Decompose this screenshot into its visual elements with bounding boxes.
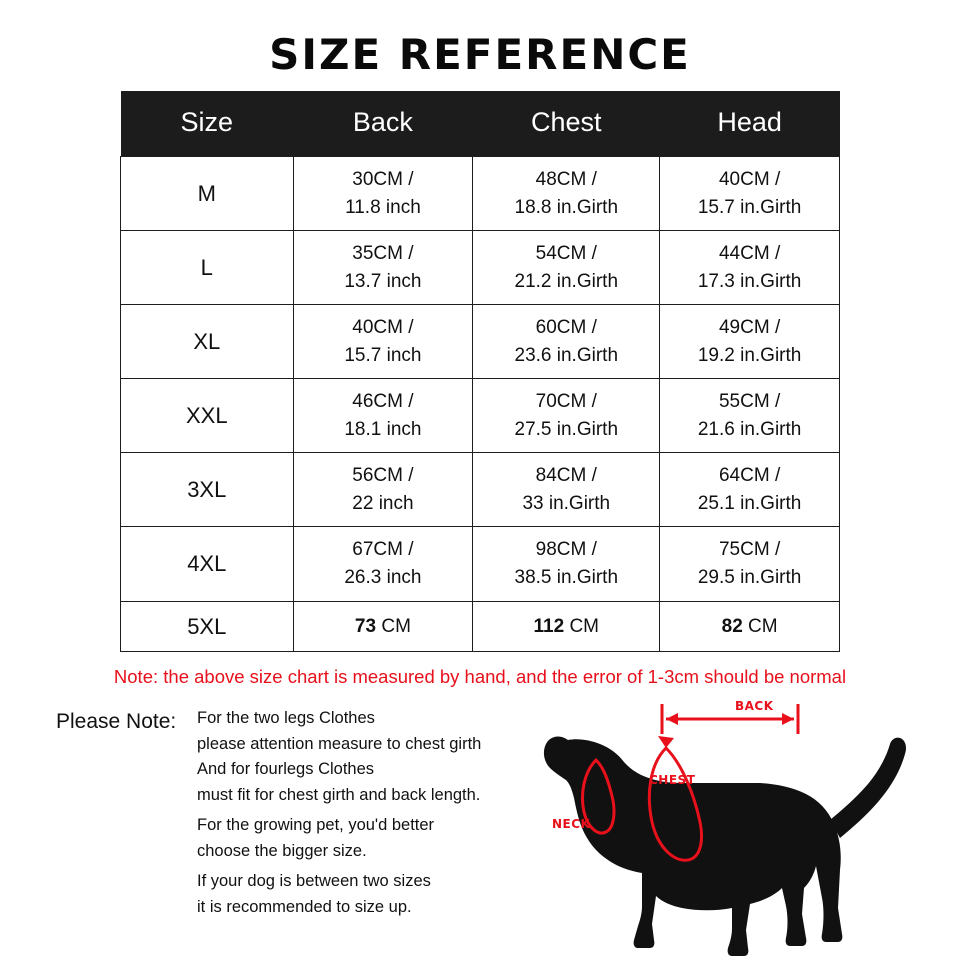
column-header-head: Head: [660, 91, 840, 157]
cell-back-line1: 35CM /: [352, 243, 414, 265]
column-header-chest: Chest: [473, 91, 660, 157]
cell-chest: [473, 157, 660, 231]
label-neck: NECK: [552, 817, 591, 832]
cell-chest: [473, 527, 660, 601]
cell-chest-line1: 48CM /: [535, 169, 597, 190]
cell-size: 4XL: [121, 527, 294, 601]
page-title: SIZE REFERENCE: [269, 30, 691, 79]
cell-chest-line1: 98CM /: [535, 539, 597, 561]
cell-head-line1: 55CM /: [718, 391, 781, 413]
cell-chest-line1: 54CM /: [535, 243, 597, 265]
table-row: [121, 231, 840, 305]
cell-head-line2: 19.2 in.Girth: [697, 344, 802, 366]
table-row: [121, 305, 840, 379]
note-item: For the two legs Clothes: [197, 709, 375, 728]
table-header: [121, 91, 840, 157]
cell-chest: [473, 305, 660, 379]
table-header-row: [121, 91, 840, 157]
notes-and-diagram-section: [0, 699, 960, 960]
cell-chest: [473, 453, 660, 527]
cell-head-line2: 15.7 in.Girth: [697, 196, 802, 218]
cell-head-line2: 29.5 in.Girth: [697, 567, 802, 589]
cell-size: XXL: [121, 379, 294, 453]
note-item: it is recommended to size up.: [197, 897, 412, 916]
cell-back: [293, 453, 473, 527]
cell-back: [293, 157, 473, 231]
cell-chest: [473, 601, 660, 652]
cell-chest-line2: 27.5 in.Girth: [514, 418, 619, 440]
dog-measurement-diagram: [530, 692, 950, 960]
note-item: If your dog is between two sizes: [197, 872, 431, 891]
cell-chest: [473, 231, 660, 305]
back-measure-arrow-icon: [662, 704, 798, 734]
cell-chest-line1: 84CM /: [535, 465, 597, 487]
cell-back-line1: 46CM /: [352, 391, 414, 413]
cell-back-line2: 22 inch: [352, 492, 414, 514]
cell-back: [293, 379, 473, 453]
cell-chest-line2: 18.8 in.Girth: [514, 196, 619, 218]
cell-head-number: 82: [721, 615, 743, 637]
cell-head-line1: 64CM /: [718, 465, 781, 487]
table-row: [121, 453, 840, 527]
cell-chest-unit: CM: [569, 615, 600, 637]
cell-chest-line2: 21.2 in.Girth: [514, 270, 619, 292]
cell-back-line1: 40CM /: [352, 317, 414, 339]
cell-head-line2: 17.3 in.Girth: [697, 270, 802, 292]
cell-chest: [473, 379, 660, 453]
cell-size: M: [121, 157, 294, 231]
cell-head: [660, 305, 840, 379]
cell-chest-line1: 60CM /: [535, 317, 597, 339]
label-chest: CHEST: [649, 773, 696, 788]
cell-back: [293, 305, 473, 379]
cell-head-unit: CM: [748, 615, 778, 637]
cell-head: [660, 527, 840, 601]
measurement-disclaimer: Note: the above size chart is measured by hand, and the error of 1-3cm should be normal: [113, 666, 847, 688]
cell-size: 5XL: [121, 601, 294, 652]
note-item: please attention measure to chest girth: [197, 734, 482, 753]
cell-head-line1: 40CM /: [718, 169, 781, 190]
note-item: must fit for chest girth and back length.: [197, 785, 481, 804]
cell-back-line2: 18.1 inch: [344, 418, 422, 440]
cell-back: [293, 527, 473, 601]
note-list: [197, 710, 481, 929]
cell-back-line1: 30CM /: [352, 169, 414, 190]
table-row: [121, 601, 840, 652]
cell-size: XL: [121, 305, 294, 379]
table-body: [121, 157, 840, 652]
cell-head-line1: 49CM /: [718, 317, 781, 339]
cell-head-line2: 25.1 in.Girth: [697, 492, 802, 514]
cell-back-line1: 67CM /: [352, 539, 414, 561]
cell-back-line2: 13.7 inch: [344, 270, 422, 292]
cell-size: 3XL: [121, 453, 294, 527]
note-item: choose the bigger size.: [197, 841, 367, 860]
dog-diagram-svg: [530, 692, 950, 960]
cell-chest-number: 112: [533, 615, 565, 637]
note-item: For the growing pet, you'd better: [197, 816, 435, 835]
cell-back: [293, 601, 473, 652]
dog-silhouette-icon: [544, 737, 906, 956]
cell-chest-line1: 70CM /: [535, 391, 597, 413]
cell-chest-line2: 38.5 in.Girth: [514, 567, 619, 589]
table-row: [121, 379, 840, 453]
cell-head: [660, 231, 840, 305]
cell-back: [293, 231, 473, 305]
column-header-size: Size: [121, 91, 294, 157]
cell-back-number: 73: [354, 615, 377, 637]
cell-chest-line2: 23.6 in.Girth: [514, 344, 619, 366]
cell-head: [660, 379, 840, 453]
size-table-wrapper: [120, 91, 840, 652]
label-back: BACK: [735, 699, 774, 714]
cell-head: [660, 157, 840, 231]
cell-back-line2: 15.7 inch: [344, 344, 422, 366]
cell-head-line1: 44CM /: [718, 243, 781, 265]
cell-head: [660, 601, 840, 652]
cell-back-line2: 26.3 inch: [344, 567, 422, 589]
cell-chest-line2: 33 in.Girth: [522, 492, 611, 514]
cell-head-line2: 21.6 in.Girth: [697, 418, 802, 440]
size-reference-table: [120, 91, 840, 652]
table-row: [121, 527, 840, 601]
please-note-label: Please Note:: [56, 710, 177, 734]
cell-head: [660, 453, 840, 527]
cell-back-line1: 56CM /: [352, 465, 414, 487]
table-row: [121, 157, 840, 231]
note-item: And for fourlegs Clothes: [197, 760, 375, 779]
cell-head-line1: 75CM /: [718, 539, 781, 561]
column-header-back: Back: [293, 91, 473, 157]
cell-back-line2: 11.8 inch: [345, 196, 421, 218]
cell-size: L: [121, 231, 294, 305]
cell-back-unit: CM: [381, 615, 411, 637]
